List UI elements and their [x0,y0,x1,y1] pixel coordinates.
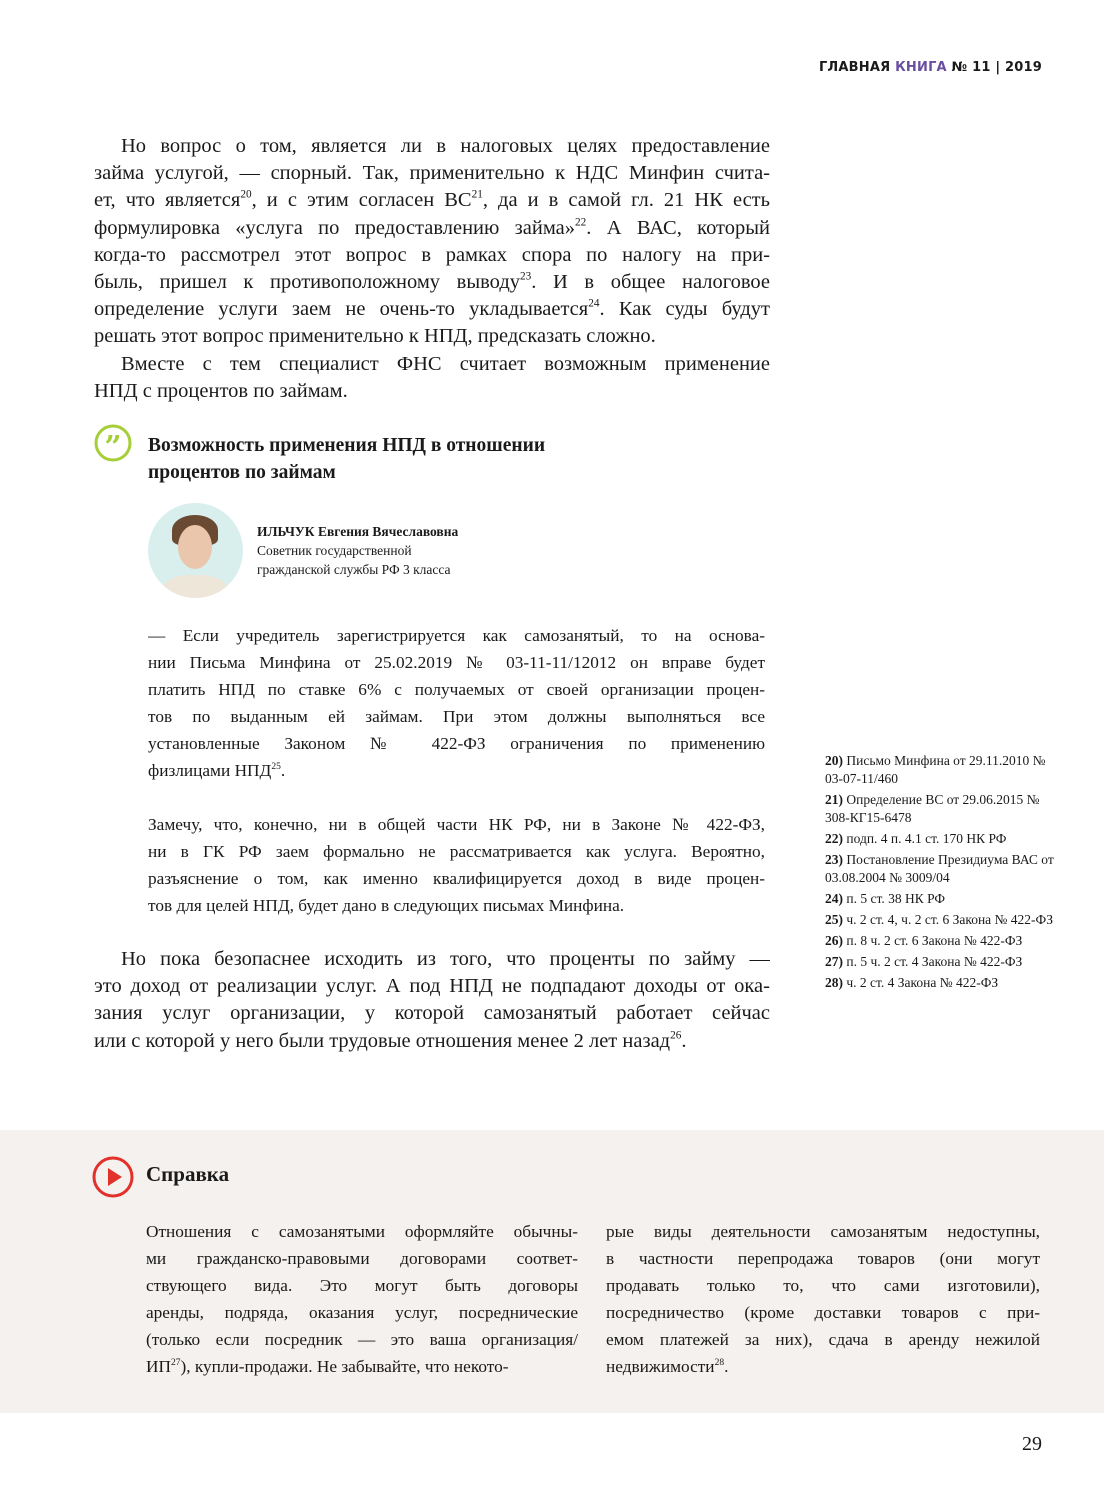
text-line [606,1299,1040,1326]
text-segment: формулировка «услуга по предоставлению займа» [94,216,576,239]
text-line [148,622,765,649]
footnote-ref: 24 [588,297,600,310]
text-segment: зания услуг организации, у которой самозанятый работает сейчас [94,1002,770,1025]
footnote-number: 23) [825,852,843,867]
footnote-number: 24) [825,891,843,906]
text-line [94,296,770,323]
footnote-ref: 27 [170,1357,181,1368]
footnote-text: ч. 2 ст. 4, ч. 2 ст. 6 Закона № 422-ФЗ [846,912,1053,927]
text-line [94,160,770,187]
text-line [94,187,770,214]
text-segment: или с которой у него были трудовые отношения менее 2 лет назад [94,1029,671,1052]
text-line [148,730,765,757]
text-line [94,242,770,269]
footnote [825,851,1055,887]
reference-column-1 [146,1218,578,1380]
footnote-text: п. 5 ст. 38 НК РФ [846,891,946,906]
footnote [825,953,1055,971]
footnote [825,974,1055,992]
text-segment: Замечу, что, конечно, ни в общей части НК РФ, ни в Законе № 422-ФЗ, [148,815,765,834]
text-segment: Но вопрос о том, является ли в налоговых целях предоставление [121,135,770,157]
footnote [825,752,1055,788]
text-segment: недвижимости [606,1357,715,1376]
footnote-text: Постановление Президиума ВАС от 03.08.2004 № 3009/04 [825,852,1054,885]
brand-name-accent: КНИГА [895,60,947,75]
text-line [146,1299,578,1326]
text-segment: Отношения с самозанятыми оформляйте обычны- [146,1222,578,1241]
footnote-text: ч. 2 ст. 4 Закона № 422-ФЗ [846,975,999,990]
text-segment: ет, что является [94,189,241,212]
text-segment: ), купли-продажи. Не забывайте, что некото- [180,1357,509,1376]
footnote-number: 28) [825,975,843,990]
text-segment: рые виды деятельности самозанятым недоступны, [606,1222,1040,1241]
text-segment: тов для целей НПД, будет дано в следующих письмах Минфина. [148,896,625,915]
text-segment: ни в ГК РФ заем формально не рассматривается как услуга. Вероятно, [148,842,765,861]
text-segment: Но пока безопаснее исходить из того, что проценты по займу — [121,948,770,970]
brand-name: ГЛАВНАЯ [818,60,891,75]
text-segment: (только если посредник — это ваша организация/ [146,1330,578,1349]
footnote-number: 22) [825,831,843,846]
text-segment: . [280,761,286,780]
footnote-number: 27) [825,954,843,969]
text-segment: физлицами НПД [148,761,272,780]
reference-title: Справка [146,1162,230,1186]
text-line [94,351,770,378]
play-icon [92,1156,134,1198]
footnote-text: Определение ВС от 29.06.2015 № 308-КГ15-6478 [825,792,1040,825]
text-segment: . [681,1029,687,1052]
text-line [94,1000,770,1027]
expert-quote-title [148,432,545,486]
text-segment: разъяснение о том, как именно квалифицируется доход в виде процен- [148,869,765,888]
reference-column-2 [606,1218,1040,1380]
text-segment: это доход от реализации услуг. А под НПД не подпадают доходы от ока- [94,975,770,998]
text-line [94,323,770,350]
text-segment: в частности перепродажа товаров (они могут [606,1249,1040,1268]
text-segment: нии Письма Минфина от 25.02.2019 № 03-11-11/12012 он вправе будет [148,653,765,672]
text-line [94,215,770,242]
text-segment: посредничество (кроме доставки товаров с при- [606,1303,1040,1322]
footnote [825,932,1055,950]
paragraph [148,622,765,784]
main-text-bottom [94,946,770,1055]
text-line [148,757,765,784]
text-segment: продавать только то, что сами изготовили), [606,1276,1040,1295]
footnote-ref: 23 [520,270,532,283]
text-line [94,1028,770,1055]
footnote-number: 20) [825,753,843,768]
footnote-ref: 25 [271,761,281,772]
paragraph [94,351,770,405]
text-line [146,1326,578,1353]
footnote-number: 26) [825,933,843,948]
footnote-ref: 26 [670,1029,682,1042]
text-line [146,1218,578,1245]
footnote-text: Письмо Минфина от 29.11.2010 № 03-07-11/460 [825,753,1046,786]
text-line [148,892,765,919]
title-line: процентов по займам [148,462,336,483]
text-segment: ми гражданско-правовыми договорами соответ- [146,1249,578,1268]
expert-role: Советник государственной [257,543,412,558]
title-line: Возможность применения НПД в отношении [148,435,546,456]
text-line [146,1245,578,1272]
page-number: 29 [1022,1433,1042,1455]
main-text-top [94,133,770,405]
running-header [819,60,1042,75]
footnote-number: 21) [825,792,843,807]
text-segment: ствующего вида. Это могут быть договоры [146,1276,578,1295]
footnote [825,890,1055,908]
text-line [94,378,770,405]
text-segment: емом платежей за них), сдача в аренду нежилой [606,1330,1040,1349]
expert-avatar [148,503,243,598]
text-segment: быль, пришел к противоположному выводу [94,271,520,294]
footnote-ref: 22 [575,216,587,229]
text-line [148,838,765,865]
footnote-ref: 28 [714,1357,725,1368]
footnote-ref: 21 [471,188,483,201]
text-segment: НПД с процентов по займам. [94,379,348,402]
text-line [148,676,765,703]
footnote-number: 25) [825,912,843,927]
text-line [606,1326,1040,1353]
text-segment: , да и в самой гл. 21 НК есть [482,189,770,212]
text-line [606,1218,1040,1245]
paragraph [148,811,765,919]
text-segment: , и с этим согласен ВС [251,189,472,212]
text-line [146,1272,578,1299]
text-line [146,1353,578,1380]
expert-name: ИЛЬЧУК Евгения Вячеславовна [257,524,459,539]
text-segment: . Как суды будут [599,298,770,321]
paragraph [94,133,770,351]
text-segment: . И в общее налоговое [531,271,770,294]
text-line [148,865,765,892]
text-line [94,973,770,1000]
text-segment: . А ВАС, который [586,216,770,239]
text-segment: — Если учредитель зарегистрируется как самозанятый, то на основа- [148,626,765,645]
issue-number: № 11 | 2019 [951,60,1042,75]
text-line [94,269,770,296]
text-line [148,703,765,730]
text-segment: платить НПД по ставке 6% с получаемых от своей организации процен- [148,680,765,699]
footnote-text: п. 5 ч. 2 ст. 4 Закона № 422-ФЗ [846,954,1023,969]
text-line [606,1245,1040,1272]
text-line [148,649,765,676]
footnote-text: п. 8 ч. 2 ст. 6 Закона № 422-ФЗ [846,933,1023,948]
text-segment: решать этот вопрос применительно к НПД, предсказать сложно. [94,325,656,348]
text-segment: установленные Законом № 422-ФЗ ограничения по применению [148,734,765,753]
footnote [825,911,1055,929]
text-segment: тов по выданным ей займам. При этом должны выполняться все [148,707,765,726]
expert-role: гражданской службы РФ 3 класса [257,562,451,577]
expert-info [257,522,458,579]
text-line [94,133,770,160]
text-segment: Вместе с тем специалист ФНС считает возможным применение [121,352,770,375]
text-line [606,1272,1040,1299]
footnotes [825,752,1055,995]
text-line [148,811,765,838]
text-line [606,1353,1040,1380]
paragraph [94,946,770,1055]
text-line [94,946,770,973]
footnote [825,791,1055,827]
text-segment: аренды, подряда, оказания услуг, посреднические [146,1303,578,1322]
text-segment: ИП [146,1357,171,1376]
text-segment: определение услуги заем не очень-то укладывается [94,298,589,321]
quote-marks-icon [94,424,132,462]
footnote-text: подп. 4 п. 4.1 ст. 170 НК РФ [846,831,1007,846]
svg-text:”: ” [104,430,122,462]
text-segment: . [724,1357,729,1376]
text-segment: когда-то рассмотрел этот вопрос в рамках спора по налогу на при- [94,243,770,266]
text-segment: займа услугой, — спорный. Так, применительно к НДС Минфин счита- [94,162,770,185]
expert-quote-text [148,622,765,919]
footnote-ref: 20 [240,188,252,201]
footnote [825,830,1055,848]
